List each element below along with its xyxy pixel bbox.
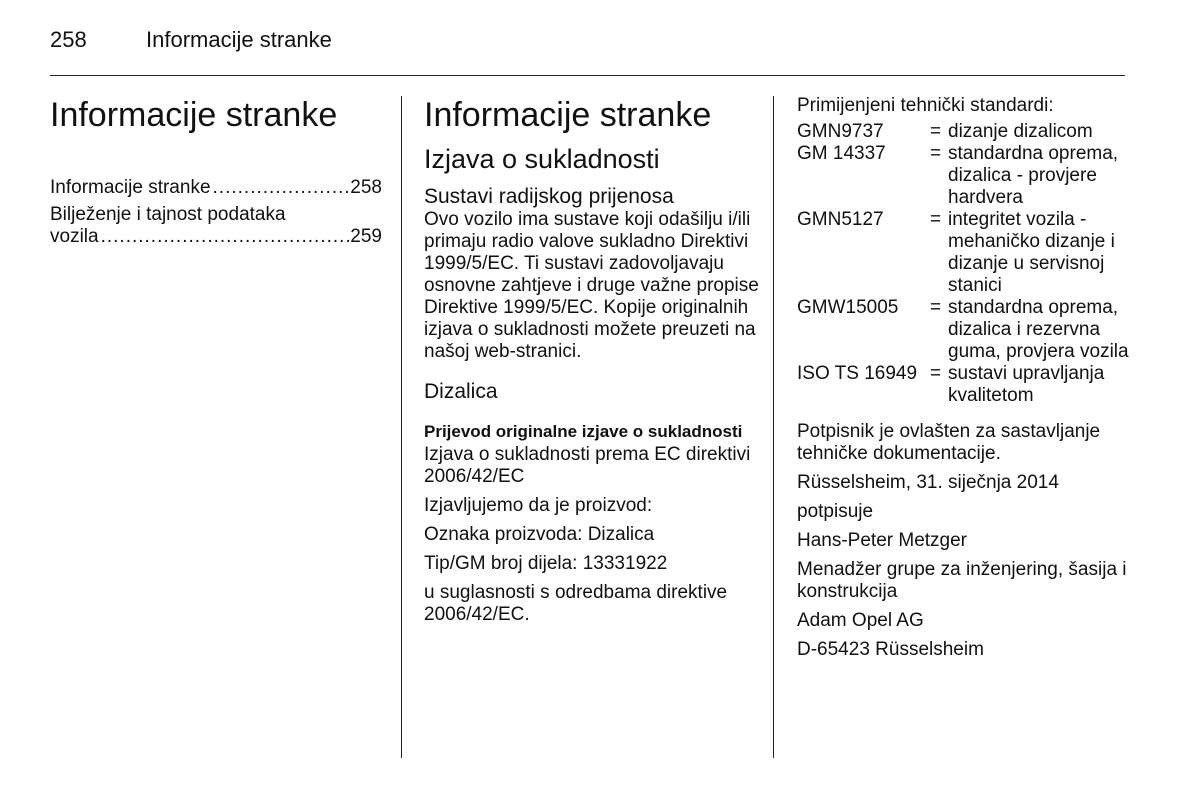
standard-row [797,121,1132,143]
standard-code: GMN5127 [797,209,884,230]
toc-entry[interactable] [50,204,382,248]
toc-entry-text-cont: vozila [50,226,99,247]
standard-desc: dizanje dizalicom [948,121,1093,142]
page-number: 258 [50,27,87,52]
standard-desc: standardna oprema, dizalica - provjere hardvera [948,143,1119,208]
running-title: Informacije stranke [146,27,332,52]
signatory-role: Menadžer grupe za inženjering, šasija i konstrukcija [797,559,1127,602]
standard-code: GM 14337 [797,143,886,164]
section-title: Informacije stranke [424,96,712,134]
toc-entry-text: Informacije stranke [50,177,211,198]
equals-sign: = [930,143,942,164]
standard-desc: integritet vozila - mehaničko dizanje i dizanje u servisnoj stanici [948,209,1115,296]
toc-leader [211,177,351,199]
standard-desc: standardna oprema, dizalica i rezervna guma, provjera vozila [948,297,1129,362]
standard-code: GMN9737 [797,121,884,142]
jack-paragraph: Izjava o sukladnosti prema EC direktivi 2006/42/EC [424,444,751,487]
toc-entry-page: 258 [350,177,382,198]
equals-sign: = [930,209,942,230]
radio-heading: Sustavi radijskog prijenosa [424,185,674,208]
signatory-note: Potpisnik je ovlašten za sastavljanje tehničke dokumentacije. [797,421,1101,464]
page-header [50,26,332,54]
radio-body: Ovo vozilo ima sustave koji odašilju i/ili primaju radio valove sukladno Direktivi 1999/5/EC. Ti sustavi zadovoljavaju osnovne zahtjeve i druge važne propise Direktive 1999/5/EC. Kopije originalnih izjava o sukladnosti možete preuzeti na našoj web-stranici. [424,209,759,362]
subsection-title: Izjava o sukladnosti [424,144,660,174]
jack-paragraph: Oznaka proizvoda: Dizalica [424,524,655,545]
standard-row [797,143,1132,209]
equals-sign: = [930,121,942,142]
standard-row [797,209,1132,297]
standards-intro: Primijenjeni tehnički standardi: [797,95,1054,116]
jack-subheading: Prijevod originalne izjave o sukladnosti [424,422,743,441]
signed-by: potpisuje [797,501,874,522]
jack-paragraph: u suglasnosti s odredbama direktive 2006/42/EC. [424,582,728,625]
company-name: Adam Opel AG [797,610,924,631]
toc-entry[interactable] [50,177,382,199]
standard-row [797,297,1132,363]
header-rule [50,75,1125,76]
column-divider-1 [401,96,402,758]
standards-column [797,95,1132,668]
column-divider-2 [773,96,774,758]
jack-heading: Dizalica [424,380,498,403]
equals-sign: = [930,297,942,318]
standard-desc: sustavi upravljanja kvalitetom [948,363,1105,406]
signatory-name: Hans-Peter Metzger [797,530,968,551]
jack-paragraph: Izjavljujemo da je proizvod: [424,495,653,516]
toc-entry-page: 259 [350,226,382,247]
standard-row [797,363,1132,407]
standard-code: ISO TS 16949 [797,363,918,384]
toc-entry-text: Bilježenje i tajnost podataka [50,204,286,225]
toc-title: Informacije stranke [50,96,338,134]
toc-leader [99,226,351,248]
main-column [424,95,759,633]
jack-paragraph: Tip/GM broj dijela: 13331922 [424,553,668,574]
equals-sign: = [930,363,942,384]
company-address: D-65423 Rüsselsheim [797,639,984,660]
toc-column [50,95,382,248]
standard-code: GMW15005 [797,297,899,318]
place-date: Rüsselsheim, 31. siječnja 2014 [797,472,1059,493]
